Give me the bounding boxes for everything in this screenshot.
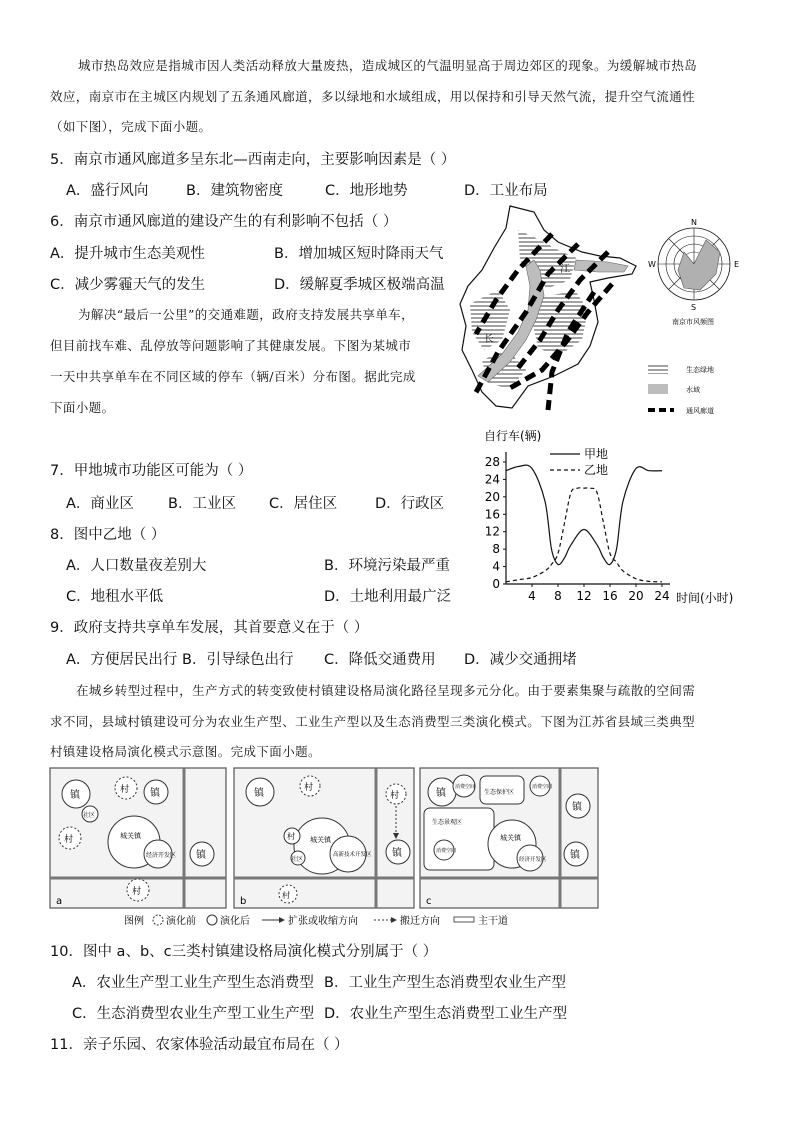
chart-y-tick-label: 24 [484,472,500,487]
q5-option-b: B．建筑物密度 [186,183,283,199]
bike-parking-chart [470,424,740,610]
panel-a [50,768,226,908]
b-cun-1: 村 [304,783,314,793]
passage2-line3: 一天中共享单车在不同区域的停车（辆/百米）分布图。据此完成 [50,369,416,384]
passage2-line2: 但目前找车难、乱停放等问题影响了其健康发展。下图为某城市 [50,338,412,353]
c-eco-scenic: 生态景观区 [432,819,463,826]
legend-corridor-label: 通风廊道 [686,407,714,415]
village-legend [124,914,508,927]
river-label-jiang: 江 [560,264,570,275]
chart-ylabel: 自行车(辆) [484,429,542,443]
passage2-line1: 为解决“最后一公里”的交通难题，政府支持发展共享单车， [78,307,415,322]
chart-y-tick-label: 8 [492,542,500,557]
legend-road: 主干道 [478,916,508,927]
panel-a-label: a [56,896,63,907]
village-legend-title: 图例 [124,916,144,927]
legend-move: 搬迁方向 [400,916,440,927]
q5-stem: 5．南京市通风廊道多呈东北—西南走向，主要影响因素是（ ） [50,152,456,168]
c-consume-1: 消费空间 [455,784,476,790]
legend-before: 演化前 [166,916,196,927]
chart-series-line-0 [506,465,662,565]
wind-rose [648,218,739,326]
q8-option-c: C．地租水平低 [66,589,164,605]
q7-stem: 7．甲地城市功能区可能为（ ） [50,463,253,479]
b-cun-4: 村 [282,891,290,900]
compass-s: S [691,303,697,312]
panel-b [234,768,414,908]
c-consume-2: 消费空间 [436,848,457,854]
q6-option-b: B．增加城区短时降雨天气 [274,246,444,262]
chart-x-tick-label: 24 [654,589,670,603]
q5-option-c: C．地形地势 [325,183,408,199]
panel-b-label: b [240,896,247,907]
chart-x-tick-label: 8 [554,589,562,603]
q5-option-a: A．盛行风向 [66,183,149,199]
b-zhen-2: 镇 [392,848,402,859]
compass-w: W [648,260,656,269]
q10-option-d: D．农业生产型生态消费型工业生产型 [324,1006,568,1022]
b-city-town: 城关镇 [310,836,331,844]
q9-option-d: D．减少交通拥堵 [464,652,577,668]
compass-n: N [691,218,697,227]
a-cun-1: 村 [120,785,130,795]
legend-green-label: 生态绿地 [686,366,714,374]
chart-x-tick-label: 12 [576,589,592,603]
q6-stem: 6．南京市通风廊道的建设产生的有利影响不包括（ ） [50,214,398,230]
q6-option-d: D．缓解夏季城区极端高温 [274,277,445,293]
legend-series-yi: 乙地 [584,463,609,477]
q7-option-a: A．商业区 [66,496,134,512]
map-legend [648,364,714,415]
chart-x-tick-label: 20 [628,589,644,603]
q9-option-a: A．方便居民出行 [66,652,178,668]
q6-option-c: C．减少雾霾天气的发生 [50,277,206,293]
nanjing-corridor-map [448,200,768,425]
c-econ-zone: 经济开发区 [519,857,547,863]
b-hitech-zone: 高新技术开发区 [333,852,372,858]
wind-rose-caption: 南京市风频图 [672,318,714,326]
a-zhen-1: 镇 [70,790,80,801]
q10-option-b: B．工业生产型生态消费型农业生产型 [324,975,566,991]
c-city-town: 城关镇 [500,834,521,842]
legend-water-label: 水域 [686,386,700,394]
passage3-line3: 村镇建设格局演化模式示意图。完成下面小题。 [50,744,321,759]
legend-expand: 扩张或收缩方向 [288,916,358,927]
panel-c [420,768,598,908]
q5-option-d: D．工业布局 [464,183,548,199]
q8-stem: 8．图中乙地（ ） [50,527,166,543]
village-evolution-diagram [48,766,600,930]
legend-after: 演化后 [220,916,250,927]
b-cun-3: 村 [390,791,400,801]
q10-option-a: A．农业生产型工业生产型生态消费型 [72,975,314,991]
b-she-1: 社区 [291,856,304,863]
q9-option-b: B．引导绿色出行 [182,652,294,668]
chart-y-tick-label: 4 [492,559,500,574]
c-zhen-1: 镇 [436,788,446,799]
q7-option-c: C．居住区 [269,496,338,512]
q8-option-d: D．土地利用最广泛 [324,589,452,605]
a-cun-2: 村 [64,835,74,845]
passage2-line4: 下面小题。 [50,400,115,415]
chart-x-tick-label: 4 [528,589,536,603]
a-city-town: 城关镇 [120,832,141,840]
river-label-chang: 长 [484,334,494,345]
chart-y-tick-label: 12 [484,524,500,539]
c-eco-reserve: 生态保护区 [484,789,515,796]
c-leisure-1: 消费空间 [532,784,553,790]
q10-option-c: C．生态消费型农业生产型工业生产型 [72,1006,315,1022]
b-cun-2: 村 [287,832,295,841]
c-zhen-2: 镇 [572,802,582,813]
chart-y-tick-label: 20 [484,489,500,504]
q6-option-a: A．提升城市生态美观性 [50,246,205,262]
a-she-1: 社区 [83,812,96,819]
a-zhen-3: 镇 [196,850,206,861]
passage3-line2: 求不同，县域村镇建设可分为农业生产型、工业生产型以及生态消费型三类演化模式。下图为江苏省县域三类典型 [50,714,696,729]
q7-option-b: B．工业区 [168,496,236,512]
passage1-line1: 城市热岛效应是指城市因人类活动释放大量废热，造成城区的气温明显高于周边郊区的现象。为缓解城市热岛 [78,58,698,73]
chart-y-tick-label: 16 [484,507,500,522]
chart-y-tick-label: 28 [484,455,500,469]
a-cun-3: 村 [132,887,142,897]
q8-option-a: A．人口数量夜差别大 [66,558,207,574]
chart-y-tick-label: 0 [492,577,500,591]
c-zhen-3: 镇 [570,850,580,861]
chart-xlabel: 时间(小时) [676,591,734,605]
q9-option-c: C．降低交通费用 [324,652,436,668]
q11-stem: 11．亲子乐园、农家体验活动最宜布局在（ ） [50,1037,349,1053]
a-zhen-2: 镇 [150,788,160,799]
b-zhen-1: 镇 [254,788,264,799]
q10-stem: 10．图中 a、b、c三类村镇建设格局演化模式分别属于（ ） [50,944,438,960]
chart-series-line-1 [506,488,662,582]
passage1-line2: 效应，南京市在主城区内规划了五条通风廊道，多以绿地和水域组成，用以保持和引导天然气流，提升空气流通性 [50,89,696,104]
q8-option-b: B．环境污染最严重 [324,558,450,574]
compass-e: E [734,260,740,269]
panel-c-label: c [426,896,432,907]
q7-option-d: D．行政区 [375,496,445,512]
legend-series-jia: 甲地 [584,447,609,461]
passage1-line3: （如下图），完成下面小题。 [50,119,212,134]
passage3-line1: 在城乡转型过程中，生产方式的转变致使村镇建设格局演化路径呈现多元分化。由于要素集聚与疏散的空间需 [76,683,696,698]
q9-stem: 9．政府支持共享单车发展，其首要意义在于（ ） [50,620,369,636]
chart-x-tick-label: 16 [602,589,618,603]
a-econ-zone: 经济开发区 [146,852,177,859]
